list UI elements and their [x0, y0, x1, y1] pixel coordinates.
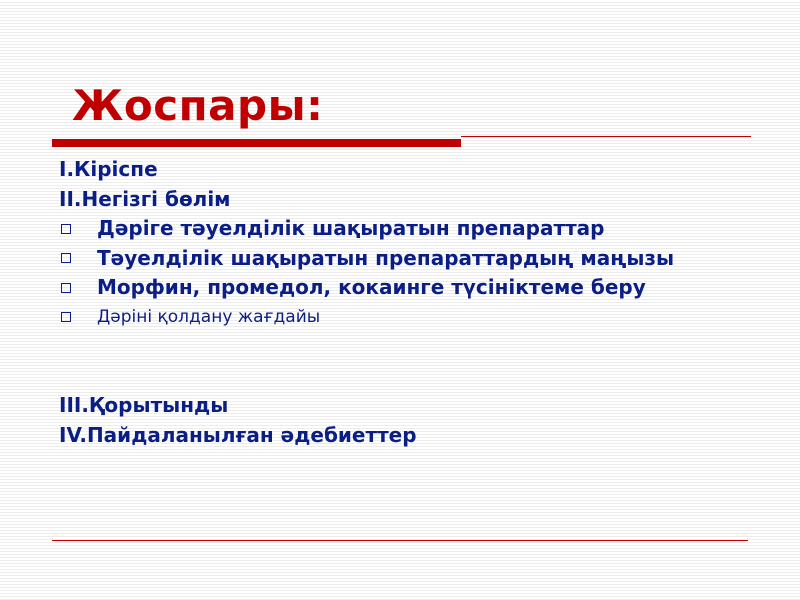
- footer-rule: [52, 540, 748, 541]
- title-underline-thick: [52, 139, 461, 147]
- outline-list: [59, 155, 759, 450]
- outline-bullet-item: [59, 214, 759, 244]
- outline-bullet-item: [59, 303, 759, 333]
- outline-section-conclusion: [59, 391, 759, 421]
- outline-section-label: III.Қорытынды: [59, 393, 229, 417]
- slide-title: Жоспары:: [72, 81, 324, 130]
- square-bullet-icon: [61, 312, 71, 322]
- outline-bullet-label: Тәуелділік шақыратын препараттардың маңызы: [97, 245, 675, 270]
- square-bullet-icon: [61, 224, 71, 234]
- outline-section-intro: [59, 155, 759, 185]
- outline-bullet-label: Морфин, промедол, кокаинге түсініктеме беру: [97, 275, 646, 299]
- outline-bullet-item: [59, 273, 759, 303]
- outline-section-label: IV.Пайдаланылған әдебиеттер: [59, 422, 417, 447]
- square-bullet-icon: [61, 253, 71, 263]
- title-underline-thin: [461, 136, 751, 137]
- outline-section-main: [59, 185, 759, 215]
- outline-spacer: [59, 332, 759, 362]
- outline-section-label: I.Кіріспе: [59, 157, 158, 181]
- outline-bullet-label: Дәріге тәуелділік шақыратын препараттар: [97, 216, 605, 240]
- outline-bullet-item: [59, 244, 759, 274]
- outline-bullet-label: Дәріні қолдану жағдайы: [97, 306, 321, 327]
- outline-spacer: [59, 362, 759, 392]
- outline-section-references: [59, 421, 759, 451]
- outline-section-label: II.Негізгі бөлім: [59, 186, 231, 211]
- square-bullet-icon: [61, 283, 71, 293]
